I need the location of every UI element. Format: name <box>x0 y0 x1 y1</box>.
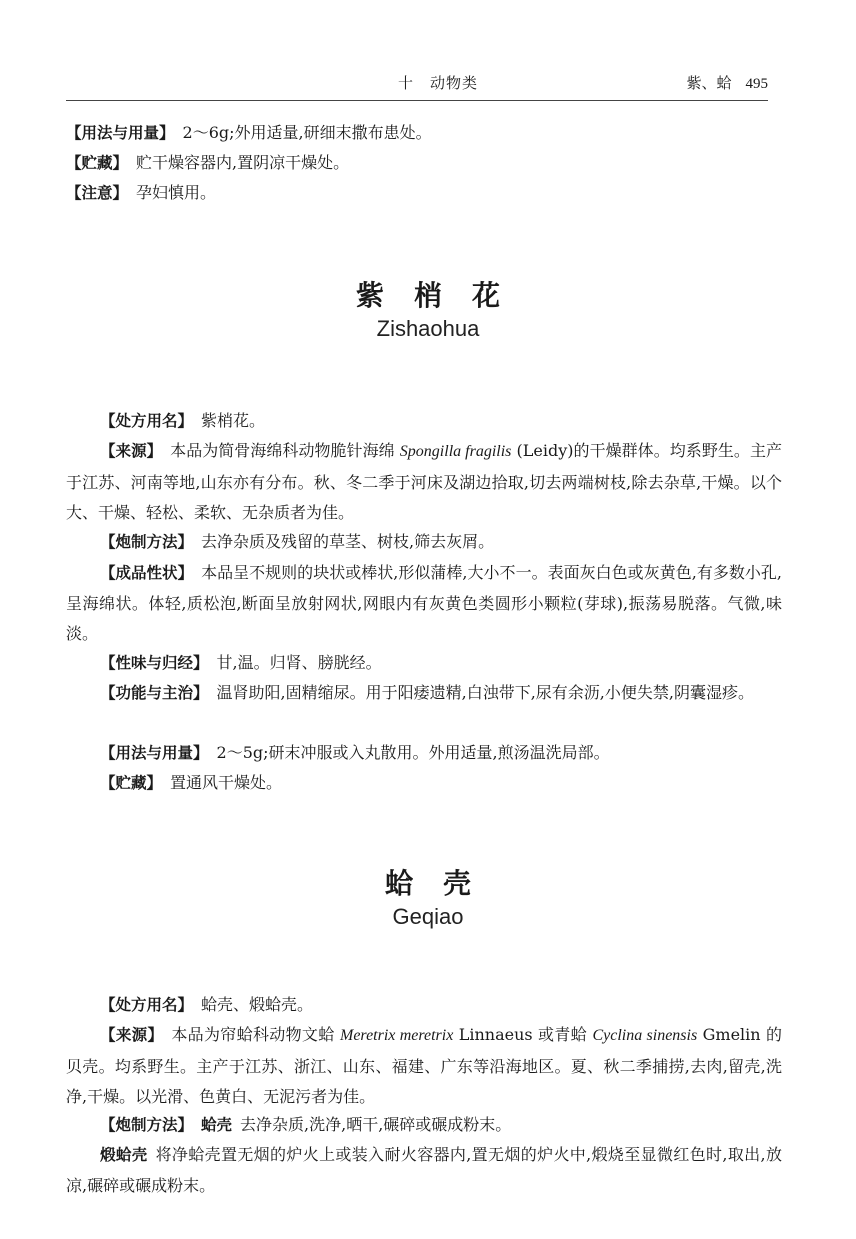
entry2-rx-text: 蛤壳、煅蛤壳。 <box>201 995 314 1014</box>
entry2-source-label: 【来源】 <box>100 1026 164 1044</box>
entry1-process-label: 【炮制方法】 <box>100 533 194 551</box>
prev-usage-label: 【用法与用量】 <box>66 124 175 142</box>
header-section: 十 动物类 <box>398 74 479 92</box>
header-range: 紫、蛤 <box>686 74 732 92</box>
running-header <box>66 66 768 101</box>
entry1-product-label: 【成品性状】 <box>100 564 194 582</box>
entry1-product-text: 本品呈不规则的块状或棒状,形似蒲棒,大小不一。表面灰白色或灰黄色,有多数小孔,呈海绵状。体轻,质松泡,断面呈放射网状,网眼内有灰黄色类圆形小颗粒(芽球),振荡易脱落。气微,味淡。 <box>66 563 782 643</box>
entry1-source-label: 【来源】 <box>100 442 163 460</box>
entry1-rx <box>66 406 782 437</box>
entry1-rx-label: 【处方用名】 <box>100 412 194 430</box>
entry2-source-latin-1: Meretrix meretrix <box>340 1027 454 1044</box>
prev-storage-label: 【贮藏】 <box>66 154 129 172</box>
entry1-usage-label: 【用法与用量】 <box>100 744 209 762</box>
prev-caution-text: 孕妇慎用。 <box>136 183 217 202</box>
entry2-process-sub2: 煅蛤壳 <box>100 1146 148 1164</box>
entry2-pinyin: Geqiao <box>392 904 464 929</box>
entry1-function-label: 【功能与主治】 <box>100 684 209 702</box>
prev-caution-label: 【注意】 <box>66 184 129 202</box>
entry1-pinyin: Zishaohua <box>376 316 480 341</box>
entry2-source-text-2: Linnaeus 或青蛤 <box>458 1025 588 1044</box>
entry1-source <box>66 436 782 529</box>
entry1-product <box>66 558 782 650</box>
prev-caution <box>66 178 782 209</box>
entry2-process-text2: 将净蛤壳置无烟的炉火上或装入耐火容器内,置无烟的炉火中,煅烧至显微红色时,取出,放凉,碾碎或碾成粉末。 <box>66 1145 782 1195</box>
entry1-source-text-1: 本品为简骨海绵科动物脆针海绵 <box>170 441 395 460</box>
prev-usage-text: 2～6g;外用适量,研细末撒布患处。 <box>182 123 432 142</box>
entry2-process-label: 【炮制方法】 <box>100 1116 194 1134</box>
entry2-calcined <box>66 1140 782 1201</box>
entry1-nature-label: 【性味与归经】 <box>100 654 209 672</box>
entry1-function-text: 温肾助阳,固精缩尿。用于阳痿遗精,白浊带下,尿有余沥,小便失禁,阴囊湿疹。 <box>216 683 754 702</box>
entry1-usage-text: 2～5g;研末冲服或入丸散用。外用适量,煎汤温洗局部。 <box>216 743 610 762</box>
entry1-storage-label: 【贮藏】 <box>100 774 163 792</box>
entry1-source-latin: Spongilla fragilis <box>399 443 512 460</box>
entry2-process-sub1: 蛤壳 <box>201 1116 233 1134</box>
prev-usage <box>66 118 782 149</box>
entry1-storage-text: 置通风干燥处。 <box>170 773 283 792</box>
entry2-rx-label: 【处方用名】 <box>100 996 194 1014</box>
prev-storage <box>66 148 782 179</box>
entry2-rx <box>66 990 782 1021</box>
entry2-source-text-1: 本品为帘蛤科动物文蛤 <box>171 1025 335 1044</box>
entry2-process-text1: 去净杂质,洗净,晒干,碾碎或碾成粉末。 <box>240 1115 512 1134</box>
entry1-title: 紫梢花 <box>355 279 530 312</box>
entry2-source-latin-2: Cyclina sinensis <box>592 1027 698 1044</box>
entry1-rx-text: 紫梢花。 <box>201 411 266 430</box>
entry2-title: 蛤壳 <box>384 867 501 900</box>
entry1-process-text: 去净杂质及残留的草茎、树枝,筛去灰屑。 <box>201 532 495 551</box>
entry1-function <box>66 678 782 709</box>
entry2-source-text-3: Gmelin 的贝壳。均系野生。主产于江苏、浙江、山东、福建、广东等沿海地区。夏、秋二季捕捞,去肉,留壳,洗净,干燥。以光滑、色黄白、无泥污者为佳。 <box>66 1025 782 1106</box>
entry2-source <box>66 1020 782 1113</box>
prev-storage-text: 贮干燥容器内,置阴凉干燥处。 <box>136 153 350 172</box>
entry2-process <box>66 1110 782 1141</box>
entry1-source-text-2: (Leidy)的干燥群体。均系野生。主产于江苏、河南等地,山东亦有分布。秋、冬二季于河床及湖边拾取,切去两端树枝,除去杂草,干燥。以个大、干燥、轻松、柔软、无杂质者为佳。 <box>66 441 782 522</box>
page-number: 495 <box>745 76 768 92</box>
entry1-nature <box>66 648 782 679</box>
header-right <box>686 72 768 93</box>
entry1-storage <box>66 768 782 799</box>
entry1-process <box>66 527 782 558</box>
entry1-usage <box>66 738 782 769</box>
entry1-nature-text: 甘,温。归肾、膀胱经。 <box>216 653 382 672</box>
